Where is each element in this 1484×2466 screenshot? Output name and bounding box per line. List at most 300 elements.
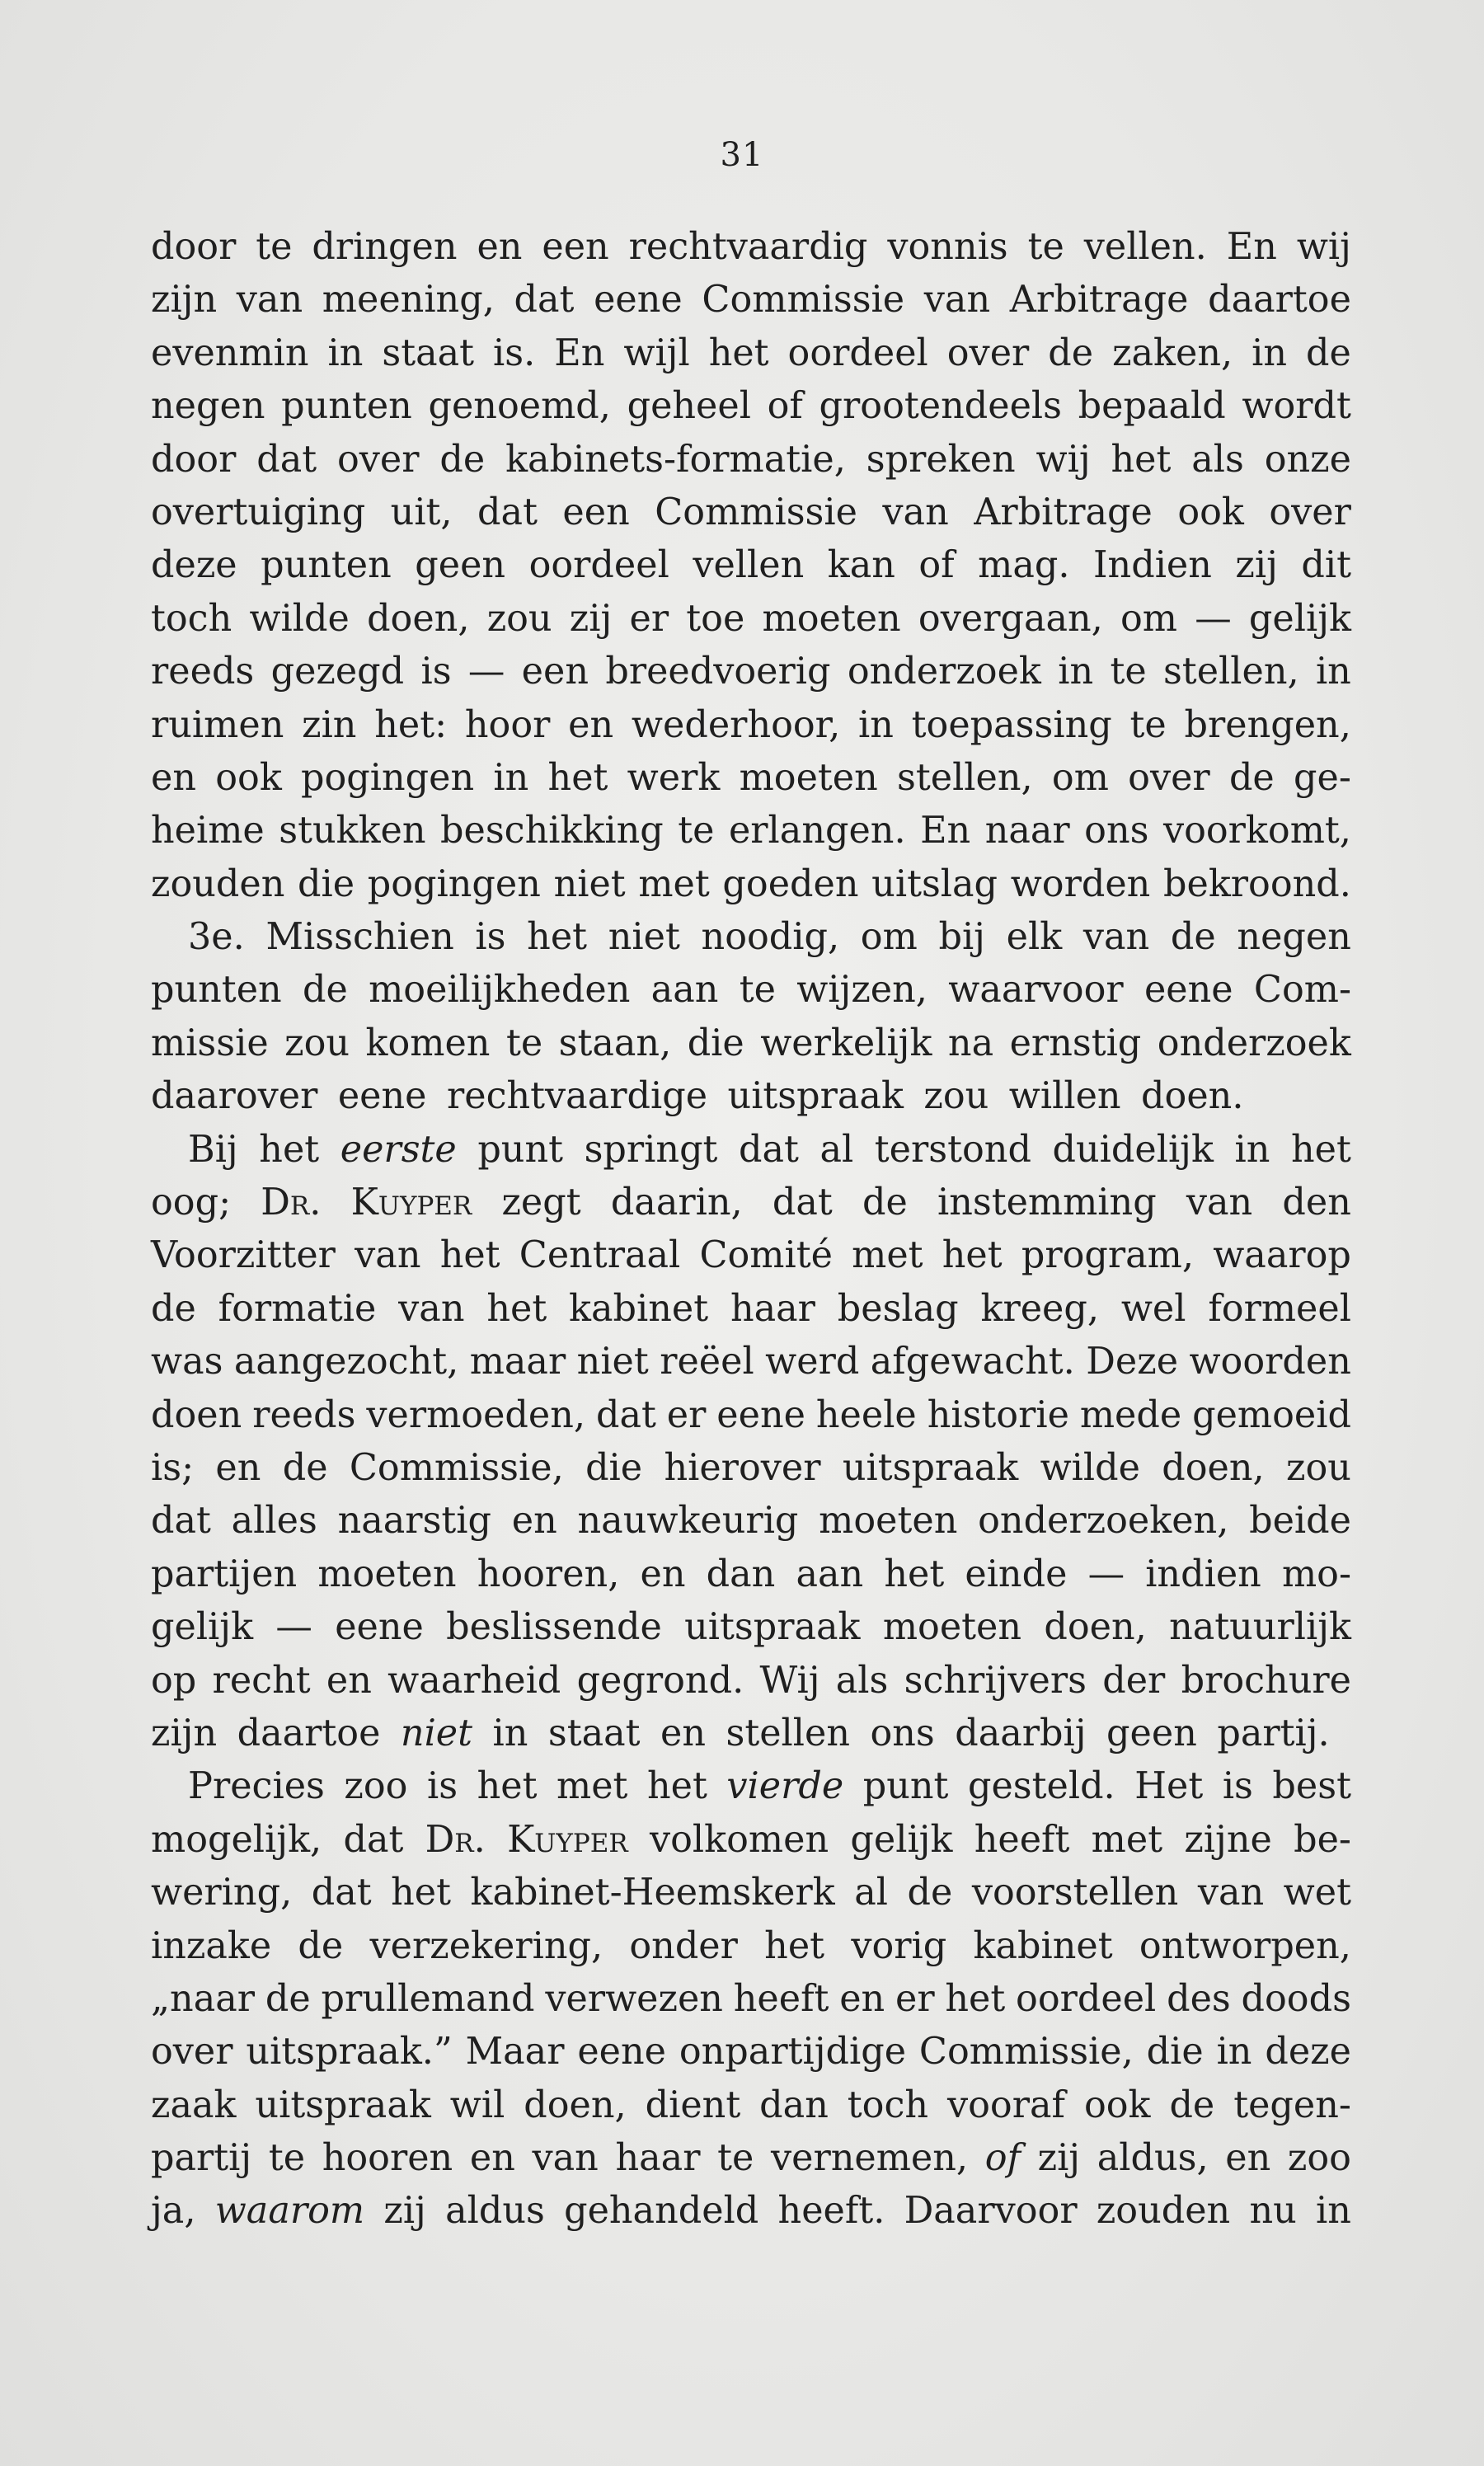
text-word: toepassing bbox=[911, 703, 1112, 746]
text-word: mogelijk, bbox=[151, 1818, 322, 1861]
text-word: — bbox=[1087, 1552, 1125, 1595]
text-word: te bbox=[256, 226, 293, 268]
text-word: de bbox=[862, 1181, 908, 1224]
text-word: doen, bbox=[367, 597, 470, 640]
text-word: dient bbox=[645, 2083, 741, 2126]
text-word: staan, bbox=[558, 1022, 672, 1064]
text-line bbox=[151, 1814, 1351, 1867]
text-word: de bbox=[265, 1977, 311, 2020]
text-word: en bbox=[839, 1977, 885, 2020]
text-word: Indien bbox=[1092, 544, 1212, 587]
text-word: zaak bbox=[151, 2083, 237, 2126]
text-word: uitspraak bbox=[727, 1075, 904, 1118]
text-word: zou bbox=[486, 597, 552, 640]
text-word: wij bbox=[1296, 226, 1351, 268]
text-word: wordt bbox=[1242, 385, 1351, 428]
text-word: die bbox=[585, 1446, 643, 1489]
text-word: zin bbox=[302, 703, 357, 746]
text-word: Voorzitter bbox=[151, 1234, 336, 1277]
text-word: uitspraak bbox=[684, 1606, 861, 1649]
text-line bbox=[151, 2026, 1351, 2078]
text-word: oog; bbox=[151, 1181, 232, 1224]
text-word: te bbox=[1129, 703, 1167, 746]
text-word: en bbox=[568, 703, 614, 746]
text-word: te bbox=[505, 1022, 543, 1064]
text-line bbox=[151, 2079, 1351, 2132]
text-word: der bbox=[1102, 1659, 1166, 1702]
text-word: van bbox=[923, 279, 991, 322]
text-word: is bbox=[1222, 1765, 1253, 1808]
text-line bbox=[151, 327, 1351, 380]
text-word: tegen- bbox=[1233, 2083, 1351, 2126]
text-word: missie bbox=[151, 1022, 269, 1064]
text-word: des bbox=[1167, 1977, 1231, 2020]
text-word: brochure bbox=[1181, 1659, 1351, 1702]
text-line bbox=[151, 1017, 1351, 1070]
text-word: en bbox=[151, 756, 196, 799]
text-word: die bbox=[298, 862, 355, 905]
text-word: voorstellen bbox=[971, 1872, 1179, 1914]
text-word: het bbox=[259, 1128, 320, 1171]
text-word: geen bbox=[1106, 1712, 1197, 1754]
text-word: instemming bbox=[937, 1181, 1157, 1224]
text-word: door bbox=[151, 226, 237, 268]
text-word: bepaald bbox=[1078, 385, 1226, 428]
text-line bbox=[151, 1495, 1351, 1548]
text-word: heeft bbox=[974, 1818, 1070, 1861]
text-word: waarheid bbox=[387, 1659, 561, 1702]
text-word: de bbox=[151, 1287, 196, 1330]
text-word: kabinet bbox=[569, 1287, 709, 1330]
text-word: die bbox=[687, 1022, 744, 1064]
text-line bbox=[151, 274, 1351, 326]
text-word: doen. bbox=[1141, 1075, 1244, 1118]
text-word: van bbox=[882, 491, 949, 533]
text-word: Kuyper bbox=[507, 1818, 628, 1861]
text-word: Maar bbox=[465, 2031, 565, 2074]
text-word: naar bbox=[984, 810, 1070, 853]
text-word: Wij bbox=[759, 1659, 820, 1702]
text-word: om bbox=[860, 916, 918, 959]
text-word: hooren, bbox=[477, 1552, 620, 1595]
text-word: eene bbox=[594, 279, 683, 322]
text-word: partij bbox=[151, 2137, 252, 2180]
text-word: het bbox=[708, 331, 769, 374]
text-word: moeten bbox=[739, 756, 878, 799]
text-word: dringen bbox=[312, 226, 458, 268]
text-word: deze bbox=[151, 544, 237, 587]
text-word: grootendeels bbox=[819, 385, 1062, 428]
text-word: verzekering, bbox=[369, 1924, 603, 1967]
text-word: er bbox=[629, 597, 669, 640]
text-word: best bbox=[1272, 1765, 1351, 1808]
text-word: pogingen bbox=[367, 862, 541, 905]
text-word: gelijk bbox=[151, 1606, 254, 1649]
text-word: partijen bbox=[151, 1552, 298, 1595]
text-word: overgaan, bbox=[918, 597, 1103, 640]
text-word: dat bbox=[514, 279, 575, 322]
text-word: dan bbox=[706, 1552, 776, 1595]
text-word: wilde bbox=[249, 597, 350, 640]
text-word: terstond bbox=[874, 1128, 1031, 1171]
text-word: aan bbox=[796, 1552, 864, 1595]
text-word: waarvoor bbox=[948, 969, 1124, 1012]
text-line bbox=[151, 1601, 1351, 1654]
text-word: kan bbox=[827, 544, 895, 587]
text-word: wilde bbox=[1040, 1446, 1140, 1489]
text-word: duidelijk bbox=[1052, 1128, 1214, 1171]
text-word: vernemen, bbox=[770, 2137, 969, 2180]
text-word: uitslag bbox=[871, 862, 998, 905]
text-word: toch bbox=[847, 2083, 929, 2126]
text-word: na bbox=[947, 1022, 994, 1064]
text-word: zij bbox=[569, 597, 613, 640]
text-word: in bbox=[1315, 651, 1351, 693]
text-word: ge- bbox=[1294, 756, 1351, 799]
text-word: over bbox=[151, 2031, 233, 2074]
text-line bbox=[151, 486, 1351, 539]
text-word: haar bbox=[730, 1287, 815, 1330]
text-word: als bbox=[835, 1659, 889, 1702]
text-word: reëel bbox=[660, 1341, 754, 1383]
text-word: eene bbox=[577, 2031, 666, 2074]
text-word: te bbox=[1110, 651, 1147, 693]
text-word: Commissie bbox=[702, 279, 905, 322]
text-word: is bbox=[475, 916, 506, 959]
text-word: stellen bbox=[726, 1712, 850, 1754]
text-word: vellen. bbox=[1083, 226, 1207, 268]
text-word: volkomen bbox=[650, 1818, 829, 1861]
text-word: onderzoek bbox=[1157, 1022, 1351, 1064]
text-word: formeel bbox=[1208, 1287, 1351, 1330]
text-word: — bbox=[275, 1606, 312, 1649]
text-word: oordeel bbox=[528, 544, 669, 587]
text-word: heele bbox=[815, 1393, 917, 1436]
text-word: beschikking bbox=[440, 810, 664, 853]
text-word: het bbox=[439, 1234, 500, 1277]
text-word: dat bbox=[151, 1500, 211, 1543]
text-word: over bbox=[1128, 756, 1210, 799]
text-word: het bbox=[547, 756, 608, 799]
text-word: den bbox=[1282, 1181, 1351, 1224]
text-word: in bbox=[327, 331, 364, 374]
text-word: de bbox=[1228, 756, 1275, 799]
text-word: een bbox=[521, 651, 589, 693]
text-word: was bbox=[151, 1341, 223, 1383]
text-word: Bij bbox=[188, 1128, 238, 1171]
text-word: beslag bbox=[837, 1287, 959, 1330]
text-word: is bbox=[420, 651, 452, 693]
text-word: overtuiging bbox=[151, 491, 366, 533]
text-word: wijl bbox=[623, 331, 690, 374]
text-word: elk bbox=[1006, 916, 1063, 959]
text-word: Commissie, bbox=[918, 2031, 1134, 2074]
text-word: de bbox=[298, 1924, 344, 1967]
text-word: gelijk bbox=[1248, 597, 1351, 640]
text-word: staat bbox=[547, 1712, 641, 1754]
text-word: zijn bbox=[151, 1712, 218, 1754]
text-word: en bbox=[469, 2137, 515, 2180]
text-word: Daarvoor bbox=[904, 2190, 1078, 2233]
text-word: mede bbox=[1079, 1393, 1182, 1436]
text-word: Kuyper bbox=[350, 1181, 472, 1224]
text-word: onder bbox=[629, 1924, 738, 1967]
text-word: dat bbox=[343, 1818, 404, 1861]
text-word: de bbox=[302, 969, 348, 1012]
text-word: moeilijkheden bbox=[369, 969, 631, 1012]
text-word: be- bbox=[1294, 1818, 1351, 1861]
text-word: zijne bbox=[1184, 1818, 1272, 1861]
text-word: geheel bbox=[627, 385, 751, 428]
text-word: de bbox=[1169, 2083, 1215, 2126]
text-word: daarover bbox=[151, 1075, 318, 1118]
text-word: te bbox=[739, 969, 776, 1012]
text-word: indien bbox=[1145, 1552, 1261, 1595]
text-word: zegt bbox=[501, 1181, 581, 1224]
text-word: hoor bbox=[464, 703, 551, 746]
text-word: het bbox=[884, 1552, 945, 1595]
text-word: gemoeid bbox=[1192, 1393, 1351, 1436]
text-word: reeds bbox=[252, 1393, 356, 1436]
text-word: en bbox=[477, 226, 523, 268]
text-word: niet bbox=[608, 916, 680, 959]
text-word: partij. bbox=[1217, 1712, 1330, 1754]
text-word: komen bbox=[365, 1022, 491, 1064]
text-word: breedvoerig bbox=[605, 651, 831, 693]
text-word: mo- bbox=[1281, 1552, 1351, 1595]
text-word: aldus, bbox=[1097, 2137, 1209, 2180]
text-word: recht bbox=[212, 1659, 311, 1702]
text-word: moeten bbox=[819, 1500, 958, 1543]
text-word: nu bbox=[1249, 2190, 1297, 2233]
text-word: alles bbox=[231, 1500, 317, 1543]
text-word: deze bbox=[1265, 2031, 1351, 2074]
text-word: Misschien bbox=[265, 916, 454, 959]
page-number: 31 bbox=[720, 136, 764, 174]
text-word: moeten bbox=[882, 1606, 1022, 1649]
text-word: onderzoeken, bbox=[978, 1500, 1229, 1543]
text-word: waarom bbox=[214, 2190, 365, 2233]
text-line bbox=[151, 1070, 1351, 1123]
text-word: nauwkeurig bbox=[577, 1500, 799, 1543]
text-word: En bbox=[554, 331, 605, 374]
text-word: moeten bbox=[317, 1552, 457, 1595]
text-word: het bbox=[646, 1765, 707, 1808]
text-word: al bbox=[854, 1872, 888, 1914]
text-word: zou bbox=[284, 1022, 350, 1064]
text-word: dat bbox=[772, 1181, 833, 1224]
text-word: aldus bbox=[445, 2190, 545, 2233]
text-word: einde bbox=[965, 1552, 1068, 1595]
text-word: gesteld. bbox=[967, 1765, 1115, 1808]
text-word: werk bbox=[627, 756, 721, 799]
text-word: ook bbox=[1083, 2083, 1151, 2126]
text-word: te bbox=[1027, 226, 1064, 268]
text-word: al bbox=[819, 1128, 854, 1171]
text-word: in bbox=[1234, 1128, 1270, 1171]
text-word: zaken, bbox=[1112, 331, 1233, 374]
text-line bbox=[151, 1920, 1351, 1973]
text-word: moeten bbox=[762, 597, 901, 640]
text-word: gelijk bbox=[850, 1818, 953, 1861]
text-word: beslissende bbox=[446, 1606, 662, 1649]
text-word: te bbox=[717, 2137, 754, 2180]
text-word: rechtvaardig bbox=[628, 226, 868, 268]
text-line bbox=[151, 1655, 1351, 1707]
text-word: onderzoek bbox=[847, 651, 1041, 693]
text-word: Het bbox=[1134, 1765, 1204, 1808]
text-word: maar bbox=[469, 1341, 566, 1383]
text-word: inzake bbox=[151, 1924, 272, 1967]
text-word: ons bbox=[870, 1712, 935, 1754]
text-word: negen bbox=[151, 385, 265, 428]
text-word: en bbox=[326, 1659, 372, 1702]
text-word: is. bbox=[493, 331, 536, 374]
text-word: zouden bbox=[1096, 2190, 1231, 2233]
text-word: in bbox=[857, 703, 894, 746]
text-word: in bbox=[493, 756, 529, 799]
text-word: van bbox=[236, 279, 303, 322]
text-word: stellen, bbox=[897, 756, 1033, 799]
text-word: een bbox=[542, 226, 609, 268]
text-word: ernstig bbox=[1009, 1022, 1142, 1064]
text-word: dat bbox=[739, 1128, 799, 1171]
text-word: formatie bbox=[218, 1287, 377, 1330]
text-word: onze bbox=[1264, 438, 1351, 481]
text-word: zoo bbox=[344, 1765, 408, 1808]
text-word: stukken bbox=[279, 810, 426, 853]
text-word: vermoeden, bbox=[366, 1393, 586, 1436]
text-word: En bbox=[920, 810, 971, 853]
text-line bbox=[151, 1229, 1351, 1282]
text-line bbox=[151, 434, 1351, 486]
text-word: met bbox=[1091, 1818, 1163, 1861]
text-word: de bbox=[1306, 331, 1351, 374]
text-word: of bbox=[918, 544, 955, 587]
text-word: de bbox=[1170, 916, 1216, 959]
text-word: punten bbox=[261, 544, 392, 587]
text-word: doen, bbox=[1162, 1446, 1265, 1489]
text-word: in bbox=[1216, 2031, 1252, 2074]
text-word: eene bbox=[716, 1393, 805, 1436]
text-word: of bbox=[984, 2137, 1021, 2180]
text-word: Commissie, bbox=[349, 1446, 564, 1489]
text-word: pogingen bbox=[301, 756, 475, 799]
text-line bbox=[151, 805, 1351, 857]
text-line bbox=[151, 964, 1351, 1017]
text-word: daarbij bbox=[955, 1712, 1087, 1754]
text-word: of bbox=[767, 385, 803, 428]
text-word: en bbox=[1225, 2137, 1271, 2180]
text-word: wijzen, bbox=[796, 969, 928, 1012]
text-word: het bbox=[764, 1924, 825, 1967]
text-word: punt bbox=[862, 1765, 949, 1808]
text-line bbox=[151, 221, 1351, 274]
text-word: doen, bbox=[524, 2083, 627, 2126]
text-word: ruimen bbox=[151, 703, 284, 746]
text-word: van bbox=[1082, 916, 1150, 959]
text-word: doen bbox=[151, 1393, 242, 1436]
text-word: daartoe bbox=[237, 1712, 381, 1754]
text-line bbox=[151, 699, 1351, 752]
text-word: Dr. bbox=[261, 1181, 322, 1224]
text-word: noodig, bbox=[701, 916, 840, 959]
text-word: negen bbox=[1237, 916, 1351, 959]
text-line bbox=[151, 1867, 1351, 1919]
text-word: het bbox=[391, 1872, 452, 1914]
text-word: het bbox=[486, 1287, 547, 1330]
text-word: niet bbox=[553, 862, 626, 905]
text-line bbox=[151, 1760, 1351, 1813]
text-word: met bbox=[556, 1765, 628, 1808]
text-word: om bbox=[1120, 597, 1178, 640]
text-word: de bbox=[439, 438, 486, 481]
text-line bbox=[151, 1124, 1351, 1177]
text-word: haar bbox=[615, 2137, 701, 2180]
text-word: wederhoor, bbox=[631, 703, 841, 746]
text-word: doen, bbox=[1044, 1606, 1147, 1649]
text-word: vooraf bbox=[947, 2083, 1065, 2126]
text-word: reeds bbox=[151, 651, 255, 693]
text-word: wet bbox=[1283, 1872, 1351, 1914]
text-line bbox=[151, 1548, 1351, 1601]
text-word: zou bbox=[1286, 1446, 1351, 1489]
text-word: woorden bbox=[1189, 1341, 1351, 1383]
text-word: een bbox=[562, 491, 630, 533]
text-word: spreken bbox=[866, 438, 1016, 481]
text-word: niet bbox=[576, 1341, 649, 1383]
text-word: genoemd, bbox=[428, 385, 611, 428]
text-word: „naar bbox=[151, 1977, 256, 2020]
text-line bbox=[151, 2185, 1351, 2238]
text-word: van bbox=[355, 1234, 421, 1277]
text-word: verwezen bbox=[545, 1977, 723, 2020]
text-word: in bbox=[1316, 2190, 1351, 2233]
text-word: het bbox=[942, 1234, 1003, 1277]
text-word: dan bbox=[759, 2083, 829, 2126]
text-line bbox=[151, 1707, 1351, 1760]
text-word: zij bbox=[1235, 544, 1278, 587]
text-word: springt bbox=[584, 1128, 718, 1171]
text-word: dat bbox=[477, 491, 538, 533]
text-word: punt bbox=[477, 1128, 564, 1171]
text-word: Dr. bbox=[425, 1818, 486, 1861]
text-word: wel bbox=[1120, 1287, 1186, 1330]
text-word: er bbox=[895, 1977, 935, 2020]
text-word: Centraal bbox=[519, 1234, 681, 1277]
text-word: is bbox=[426, 1765, 458, 1808]
text-word: van bbox=[1197, 1872, 1265, 1914]
text-word: niet bbox=[400, 1712, 473, 1754]
text-word: op bbox=[151, 1659, 197, 1702]
text-word: en bbox=[660, 1712, 707, 1754]
text-word: zouden bbox=[151, 862, 285, 905]
text-word: in bbox=[492, 1712, 528, 1754]
text-word: die bbox=[1146, 2031, 1204, 2074]
text-word: er bbox=[666, 1393, 707, 1436]
text-word: oordeel bbox=[787, 331, 928, 374]
text-word: dat bbox=[595, 1393, 656, 1436]
text-line bbox=[151, 2132, 1351, 2185]
text-word: erlangen. bbox=[728, 810, 906, 853]
text-word: punten bbox=[151, 969, 282, 1012]
text-word: historie bbox=[927, 1393, 1069, 1436]
text-word: van bbox=[532, 2137, 599, 2180]
text-word: dat bbox=[256, 438, 317, 481]
text-word: het bbox=[477, 1765, 538, 1808]
text-line bbox=[151, 1283, 1351, 1336]
text-word: hooren bbox=[322, 2137, 453, 2180]
